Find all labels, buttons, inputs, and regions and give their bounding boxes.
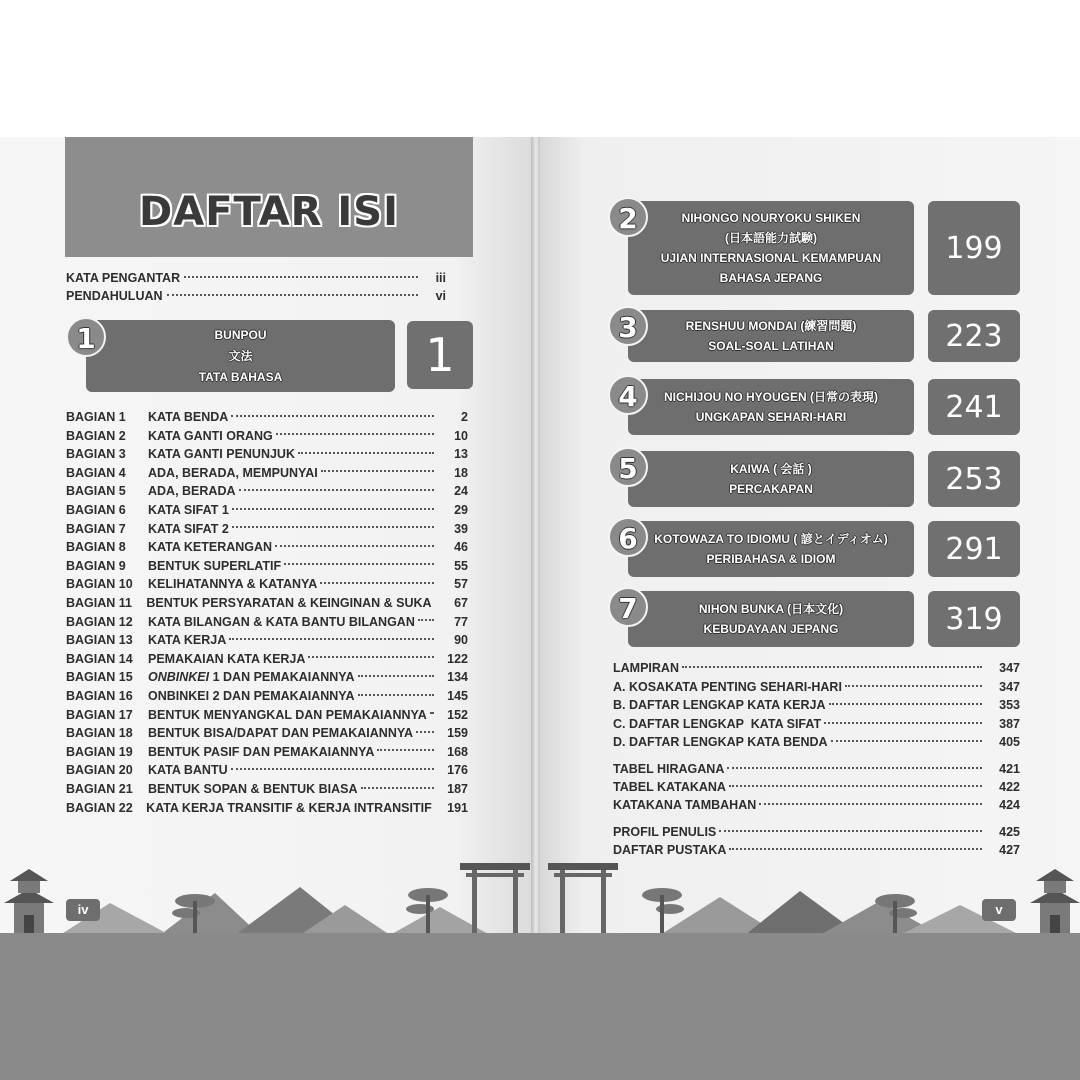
toc-entry-title: BENTUK SUPERLATIF	[148, 558, 282, 573]
chapter-title-line: NIHONGO NOURYOKU SHIKEN	[681, 211, 861, 225]
appendix-entry-title: DAFTAR PUSTAKA	[613, 843, 727, 857]
chapter-number-badge: 2	[608, 197, 648, 237]
toc-entry-page: 24	[454, 484, 468, 499]
toc-entry-part: BAGIAN 18	[66, 726, 133, 741]
pagoda-icon	[4, 869, 54, 935]
toc-entry-title: KELIHATANNYA & KATANYA	[148, 577, 318, 592]
chapter-number-badge: 7	[608, 587, 648, 627]
page-number-right: v	[982, 899, 1016, 921]
appendix-entry-page: 353	[999, 698, 1020, 712]
toc-entry-part: BAGIAN 9	[66, 558, 126, 573]
chapter-title-line: RENSHUU MONDAI (練習問題)	[685, 319, 857, 333]
toc-entry[interactable]	[66, 575, 468, 593]
appendix-entry-title: PROFIL PENULIS	[613, 825, 717, 839]
toc-entry-title: KATA GANTI PENUNJUK	[148, 447, 295, 462]
toc-entry-page: 2	[461, 410, 468, 424]
toc-entry-title: KATA KETERANGAN	[148, 540, 273, 555]
bottom-band	[0, 938, 1080, 1080]
toc-entry-part: BAGIAN 6	[66, 503, 126, 517]
chapter-page-box: 291	[928, 521, 1020, 577]
toc-entry-page: 10	[454, 428, 468, 443]
mountain-icon	[60, 887, 1020, 935]
chapter-page-box: 241	[928, 379, 1020, 435]
appendix-entry[interactable]	[613, 733, 1020, 751]
toc-entry-title: ADA, BERADA, MEMPUNYAI	[148, 465, 318, 480]
leader-dots	[358, 675, 434, 677]
chapter-number-badge: 4	[608, 375, 648, 415]
page-number-left: iv	[66, 899, 100, 921]
toc-entry-title: KATA KERJA TRANSITIF & KERJA INTRANSITIF	[146, 800, 432, 815]
toc-entry[interactable]	[66, 464, 468, 482]
toc-entry-title: KATA SIFAT 2	[148, 521, 229, 536]
chapter-title-box[interactable]	[628, 591, 914, 647]
toc-entry-page: 187	[447, 782, 468, 796]
toc-entry-page: 13	[454, 447, 468, 462]
toc-entry[interactable]	[66, 613, 468, 631]
toc-entry-title: BENTUK SOPAN & BENTUK BIASA	[148, 782, 358, 796]
appendix-entry-title: A. KOSAKATA PENTING SEHARI-HARI	[613, 680, 842, 694]
chapter-title-box[interactable]	[628, 201, 914, 295]
leader-dots	[275, 545, 434, 547]
chapter-title-line: PERCAKAPAN	[729, 482, 813, 496]
chapter-title-line: NICHIJOU NO HYOUGEN (日常の表現)	[663, 390, 878, 404]
chapter-page-box: 199	[928, 201, 1020, 295]
toc-entry-title: KATA BILANGAN & KATA BANTU BILANGAN	[148, 614, 415, 629]
toc-entry-title: KATA KERJA	[148, 633, 227, 648]
toc-entry[interactable]	[66, 780, 468, 798]
front-matter-row[interactable]	[66, 287, 446, 305]
toc-entry[interactable]	[66, 743, 468, 761]
chapter-title-line: UJIAN INTERNASIONAL KEMAMPUAN	[660, 251, 882, 265]
toc-entry[interactable]	[66, 761, 468, 779]
leader-dots	[231, 415, 434, 417]
toc-entry-part: BAGIAN 2	[66, 428, 126, 443]
chapter-title-line: TATA BAHASA	[198, 369, 283, 384]
chapter-page-box: 319	[928, 591, 1020, 647]
appendix-entry-title: B. DAFTAR LENGKAP KATA KERJA	[613, 698, 826, 712]
leader-dots	[284, 563, 434, 565]
appendix-entry-title: C. DAFTAR LENGKAP KATA SIFAT	[613, 717, 822, 731]
toc-entry-part: BAGIAN 20	[66, 763, 133, 778]
toc-entry-page: 18	[454, 465, 468, 480]
toc-entry-title: KATA BENDA	[148, 410, 229, 424]
chapter-title-box[interactable]	[86, 320, 395, 392]
chapter-number-badge: 1	[66, 317, 106, 357]
appendix-entry-page: 424	[999, 798, 1020, 812]
toc-entry[interactable]	[66, 799, 468, 817]
toc-entry-part: BAGIAN 21	[66, 782, 133, 796]
toc-entry-title: 1 DAN PEMAKAIANNYA	[209, 670, 355, 685]
toc-entry-part: BAGIAN 16	[66, 689, 133, 703]
toc-entry-page: 152	[447, 707, 468, 722]
right-page	[540, 137, 1080, 942]
toc-entry[interactable]	[66, 668, 468, 686]
appendix-entry-title: LAMPIRAN	[613, 661, 679, 675]
toc-entry-page: 168	[447, 744, 468, 759]
toc-entry-page: 159	[447, 726, 468, 741]
toc-entry[interactable]	[66, 594, 468, 612]
toc-entry-page: 29	[454, 503, 468, 517]
toc-entry-part: BAGIAN 14	[66, 651, 133, 666]
leader-dots	[831, 740, 982, 742]
torii-gate-icon	[548, 863, 618, 935]
toc-entry-title: BENTUK BISA/DAPAT DAN PEMAKAIANNYA	[148, 726, 414, 741]
toc-entry-title: KATA GANTI ORANG	[148, 428, 273, 443]
japanese-scenery-illustration	[0, 855, 1080, 945]
toc-entry[interactable]	[66, 501, 468, 519]
toc-entry[interactable]	[66, 445, 468, 463]
toc-entry-part: BAGIAN 7	[66, 521, 126, 536]
chapter-page-box: 253	[928, 451, 1020, 507]
toc-entry-page: 55	[454, 558, 468, 573]
appendix-entry-page: 347	[999, 680, 1020, 694]
toc-entry-page: 191	[447, 800, 468, 815]
chapter-title-line: BUNPOU	[214, 327, 267, 342]
chapter-title-line: 文法	[228, 348, 253, 363]
leader-dots	[167, 294, 418, 296]
chapter-number-badge: 6	[608, 517, 648, 557]
leader-dots	[719, 830, 982, 832]
leader-dots	[430, 712, 434, 714]
toc-entry-part: BAGIAN 4	[66, 465, 126, 480]
appendix-entry[interactable]	[613, 659, 1020, 677]
leader-dots	[824, 722, 982, 724]
appendix-entry-title: TABEL HIRAGANA	[613, 762, 725, 776]
chapter-number-badge: 5	[608, 447, 648, 487]
toc-entry-title: KATA SIFAT 1	[148, 503, 229, 517]
appendix-entry-title: KATAKANA TAMBAHAN	[613, 798, 757, 812]
appendix-entry[interactable]	[613, 760, 1020, 778]
left-page	[0, 137, 532, 942]
appendix-entry[interactable]	[613, 796, 1020, 814]
leader-dots	[845, 685, 982, 687]
toc-entry-part: BAGIAN 15	[66, 670, 133, 685]
chapter-title-line: KAIWA ( 会話 )	[730, 462, 812, 476]
chapter-title-line: NIHON BUNKA (日本文化)	[698, 602, 844, 616]
toc-entry[interactable]	[66, 706, 468, 724]
chapter-title-line: UNGKAPAN SEHARI-HARI	[695, 410, 847, 424]
appendix-entry-title: D. DAFTAR LENGKAP KATA BENDA	[613, 735, 828, 749]
toc-entry-part: BAGIAN 3	[66, 447, 126, 462]
toc-entry-part: BAGIAN 19	[66, 744, 133, 759]
toc-entry-page: 46	[454, 540, 468, 555]
toc-entry[interactable]	[66, 538, 468, 556]
toc-entry[interactable]	[66, 687, 468, 705]
appendix-entry[interactable]	[613, 715, 1020, 733]
appendix-entry-page: 425	[999, 825, 1020, 839]
toc-entry-part: BAGIAN 11	[66, 596, 132, 610]
leader-dots	[184, 276, 418, 278]
leader-dots	[361, 787, 435, 789]
toc-entry-title: BENTUK MENYANGKAL DAN PEMAKAIANNYA	[148, 707, 427, 722]
toc-entry-title: KATA BANTU	[148, 763, 228, 778]
chapter-page-box: 1	[407, 321, 473, 389]
leader-dots	[729, 785, 982, 787]
leader-dots	[298, 452, 434, 454]
toc-entry[interactable]	[66, 482, 468, 500]
appendix-entry[interactable]	[613, 696, 1020, 714]
front-matter-label: KATA PENGANTAR	[66, 271, 181, 285]
toc-entry-page: 67	[454, 596, 468, 610]
appendix-entry-page: 427	[999, 843, 1020, 857]
chapter-title-box[interactable]	[628, 451, 914, 507]
leader-dots	[729, 848, 982, 850]
toc-entry[interactable]	[66, 631, 468, 649]
pagoda-icon	[1030, 869, 1080, 935]
toc-entry-part: BAGIAN 10	[66, 577, 133, 592]
toc-entry-part: BAGIAN 1	[66, 410, 126, 424]
appendix-entry-page: 405	[999, 735, 1020, 749]
page-title: DAFTAR ISI	[139, 189, 399, 235]
toc-entry[interactable]	[66, 724, 468, 742]
leader-dots	[416, 731, 434, 733]
leader-dots	[232, 508, 434, 510]
front-matter-label: PENDAHULUAN	[66, 289, 163, 303]
toc-entry-page: 134	[447, 670, 468, 685]
leader-dots	[321, 470, 434, 472]
toc-entry[interactable]	[66, 408, 468, 426]
toc-entry-page: 57	[454, 577, 468, 592]
leader-dots	[727, 767, 982, 769]
leader-dots	[759, 803, 982, 805]
toc-entry[interactable]	[66, 427, 468, 445]
toc-entry-page: 122	[447, 651, 468, 666]
front-matter-page: iii	[435, 271, 446, 285]
leader-dots	[229, 638, 434, 640]
title-banner	[65, 137, 473, 257]
appendix-entry[interactable]	[613, 678, 1020, 696]
toc-entry-page: 90	[454, 633, 468, 648]
appendix-entry-page: 422	[999, 780, 1020, 794]
chapter-number-badge: 3	[608, 306, 648, 346]
leader-dots	[232, 526, 434, 528]
toc-entry[interactable]	[66, 520, 468, 538]
chapter-title-line: KEBUDAYAAN JEPANG	[703, 622, 839, 636]
toc-entry-part: BAGIAN 8	[66, 540, 126, 555]
toc-entry-title: ONBINKEI 2 DAN PEMAKAIANNYA	[148, 689, 355, 703]
toc-entry-title: BENTUK PASIF DAN PEMAKAIANNYA	[148, 744, 375, 759]
toc-entry-part: BAGIAN 12	[66, 614, 133, 629]
chapter-title-line: KOTOWAZA TO IDIOMU ( 諺とイディオム)	[654, 532, 888, 546]
chapter-title-line: PERIBAHASA & IDIOM	[706, 552, 836, 566]
toc-entry-part: BAGIAN 5	[66, 484, 126, 499]
toc-entry-part: BAGIAN 22	[66, 800, 133, 815]
leader-dots	[682, 666, 982, 668]
appendix-entry-title: TABEL KATAKANA	[613, 780, 726, 794]
toc-entry-title-italic: ONBINKEI	[148, 670, 210, 685]
toc-entry-page: 176	[447, 763, 468, 778]
leader-dots	[308, 656, 434, 658]
appendix-entry-page: 387	[999, 717, 1020, 731]
chapter-title-line: SOAL-SOAL LATIHAN	[708, 339, 834, 353]
toc-entry-page: 39	[454, 521, 468, 536]
appendix-entry[interactable]	[613, 823, 1020, 841]
leader-dots	[239, 489, 435, 491]
toc-entry-page: 145	[447, 689, 468, 703]
chapter-title-box[interactable]	[628, 521, 914, 577]
leader-dots	[377, 749, 434, 751]
toc-entry-title: PEMAKAIAN KATA KERJA	[148, 651, 306, 666]
leader-dots	[276, 433, 434, 435]
leader-dots	[418, 619, 434, 621]
leader-dots	[829, 703, 983, 705]
front-matter-page: vi	[435, 289, 446, 303]
front-matter-row[interactable]	[66, 269, 446, 287]
toc-entry-title: BENTUK PERSYARATAN & KEINGINAN & SUKA	[146, 596, 432, 610]
appendix-entry-page: 421	[999, 762, 1020, 776]
leader-dots	[320, 582, 434, 584]
chapter-title-line: BAHASA JEPANG	[719, 271, 823, 285]
toc-entry-part: BAGIAN 13	[66, 633, 133, 648]
toc-entry[interactable]	[66, 650, 468, 668]
chapter-title-line: (日本語能力試験)	[725, 231, 817, 245]
chapter-title-box[interactable]	[628, 310, 914, 362]
chapter-page-box: 223	[928, 310, 1020, 362]
chapter-title-box[interactable]	[628, 379, 914, 435]
toc-entry-part: BAGIAN 17	[66, 707, 133, 722]
toc-entry-page: 77	[454, 614, 468, 629]
toc-entry-title: ADA, BERADA	[148, 484, 236, 499]
toc-entry[interactable]	[66, 557, 468, 575]
appendix-entry-page: 347	[999, 661, 1020, 675]
appendix-entry[interactable]	[613, 778, 1020, 796]
leader-dots	[358, 694, 434, 696]
leader-dots	[231, 768, 434, 770]
